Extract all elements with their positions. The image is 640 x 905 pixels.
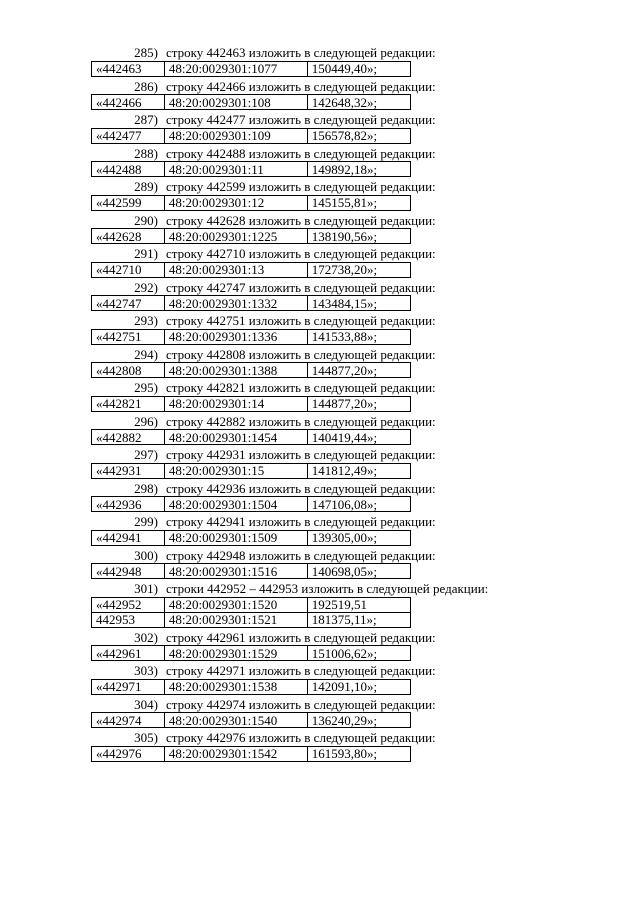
amendment-heading (0, 177, 640, 195)
amendment-table (91, 712, 411, 728)
item-number: 301) (134, 581, 158, 596)
amendment-heading (0, 278, 640, 296)
amendment-heading (0, 695, 640, 713)
cadastral-number-cell: 48:20:0029301:1540 (164, 713, 307, 728)
cadastral-number-cell: 48:20:0029301:1332 (164, 296, 307, 311)
table-row (92, 646, 411, 661)
value-cell: 140419,44»; (307, 430, 410, 445)
amendment-item (0, 77, 640, 111)
table-row (92, 262, 411, 277)
item-instruction: строку 442710 изложить в следующей редакции: (166, 246, 436, 261)
table-row (92, 128, 411, 143)
item-number: 288) (134, 145, 158, 161)
amendment-table (91, 362, 411, 378)
amendment-table (91, 463, 411, 479)
cadastral-number-cell: 48:20:0029301:14 (164, 396, 307, 411)
item-number: 298) (134, 480, 158, 496)
row-code-cell: «442821 (92, 396, 165, 411)
row-code-cell: «442882 (92, 430, 165, 445)
table-row (92, 746, 411, 761)
amendment-heading (0, 628, 640, 646)
row-code-cell: «442747 (92, 296, 165, 311)
value-cell: 144877,20»; (307, 396, 410, 411)
table-row (92, 296, 411, 311)
value-cell: 136240,29»; (307, 713, 410, 728)
item-number: 297) (134, 447, 158, 462)
item-instruction: строку 442941 изложить в следующей редакции: (166, 514, 436, 529)
cadastral-number-cell: 48:20:0029301:1521 (164, 612, 307, 627)
amendment-item (0, 579, 640, 628)
amendment-heading (0, 479, 640, 497)
table-row (92, 430, 411, 445)
amendment-table (91, 195, 411, 211)
row-code-cell: «442948 (92, 564, 165, 579)
cadastral-number-cell: 48:20:0029301:1542 (164, 746, 307, 761)
item-number: 293) (134, 313, 158, 328)
amendment-item (0, 311, 640, 345)
amendment-item (0, 479, 640, 513)
table-row (92, 497, 411, 512)
item-instruction: строку 442599 изложить в следующей редакции: (166, 179, 436, 194)
amendment-table (91, 746, 411, 762)
cadastral-number-cell: 48:20:0029301:12 (164, 195, 307, 210)
item-instruction: строку 442628 изложить в следующей редакции: (166, 212, 436, 228)
cadastral-number-cell: 48:20:0029301:1504 (164, 497, 307, 512)
item-number: 299) (134, 514, 158, 529)
value-cell: 149892,18»; (307, 162, 410, 177)
row-code-cell: «442599 (92, 195, 165, 210)
row-code-cell: «442971 (92, 679, 165, 694)
amendment-heading (0, 144, 640, 162)
amendment-heading (0, 412, 640, 430)
amendment-heading (0, 546, 640, 564)
item-instruction: строку 442488 изложить в следующей редакции: (166, 145, 436, 161)
item-instruction: строку 442747 изложить в следующей редакции: (166, 279, 436, 295)
amendment-table (91, 262, 411, 278)
row-code-cell: «442628 (92, 229, 165, 244)
value-cell: 145155,81»; (307, 195, 410, 210)
cadastral-number-cell: 48:20:0029301:1516 (164, 564, 307, 579)
amendment-item (0, 628, 640, 662)
item-instruction: строку 442976 изложить в следующей редакции: (166, 730, 436, 745)
table-row (92, 95, 411, 110)
cadastral-number-cell: 48:20:0029301:109 (164, 128, 307, 143)
item-number: 287) (134, 112, 158, 127)
table-row (92, 61, 411, 76)
amendment-table (91, 530, 411, 546)
item-instruction: строку 442466 изложить в следующей редакции: (166, 78, 436, 94)
cadastral-number-cell: 48:20:0029301:1454 (164, 430, 307, 445)
amendment-table (91, 645, 411, 661)
table-row (92, 713, 411, 728)
item-number: 302) (134, 629, 158, 645)
amendment-table (91, 597, 411, 628)
amendment-item (0, 144, 640, 178)
value-cell: 139305,00»; (307, 530, 410, 545)
item-number: 291) (134, 246, 158, 261)
item-number: 295) (134, 380, 158, 395)
item-number: 292) (134, 279, 158, 295)
item-instruction: строку 442882 изложить в следующей редакции: (166, 413, 436, 429)
item-instruction: строку 442936 изложить в следующей редакции: (166, 480, 436, 496)
cadastral-number-cell: 48:20:0029301:11 (164, 162, 307, 177)
value-cell: 192519,51 (307, 597, 410, 612)
table-row (92, 463, 411, 478)
item-number: 294) (134, 346, 158, 362)
value-cell: 172738,20»; (307, 262, 410, 277)
cadastral-number-cell: 48:20:0029301:13 (164, 262, 307, 277)
amendment-table (91, 295, 411, 311)
row-code-cell: «442974 (92, 713, 165, 728)
item-number: 303) (134, 663, 158, 678)
cadastral-number-cell: 48:20:0029301:1077 (164, 61, 307, 76)
amendment-heading (0, 661, 640, 679)
item-number: 305) (134, 730, 158, 745)
value-cell: 143484,15»; (307, 296, 410, 311)
item-instruction: строку 442974 изложить в следующей редакции: (166, 696, 436, 712)
value-cell: 151006,62»; (307, 646, 410, 661)
cadastral-number-cell: 48:20:0029301:1520 (164, 597, 307, 612)
cadastral-number-cell: 48:20:0029301:1529 (164, 646, 307, 661)
item-number: 304) (134, 696, 158, 712)
amendment-heading (0, 244, 640, 262)
amendment-table (91, 496, 411, 512)
amendment-table (91, 563, 411, 579)
table-row (92, 396, 411, 411)
table-row (92, 597, 411, 612)
value-cell: 140698,05»; (307, 564, 410, 579)
amendment-heading (0, 728, 640, 746)
row-code-cell: «442931 (92, 463, 165, 478)
value-cell: 142648,32»; (307, 95, 410, 110)
value-cell: 161593,80»; (307, 746, 410, 761)
amendment-item (0, 378, 640, 412)
amendment-heading (0, 43, 640, 61)
row-code-cell: «442477 (92, 128, 165, 143)
amendment-heading (0, 345, 640, 363)
amendment-heading (0, 378, 640, 396)
item-instruction: строку 442971 изложить в следующей редакции: (166, 663, 436, 678)
amendment-heading (0, 311, 640, 329)
item-number: 286) (134, 78, 158, 94)
value-cell: 138190,56»; (307, 229, 410, 244)
amendment-item (0, 445, 640, 479)
value-cell: 156578,82»; (307, 128, 410, 143)
amendment-heading (0, 77, 640, 95)
cadastral-number-cell: 48:20:0029301:1509 (164, 530, 307, 545)
table-row (92, 564, 411, 579)
value-cell: 141812,49»; (307, 463, 410, 478)
value-cell: 144877,20»; (307, 363, 410, 378)
row-code-cell: «442808 (92, 363, 165, 378)
amendment-item (0, 177, 640, 211)
amendment-table (91, 679, 411, 695)
amendment-item (0, 345, 640, 379)
value-cell: 181375,11»; (307, 612, 410, 627)
row-code-cell: «442952 (92, 597, 165, 612)
value-cell: 141533,88»; (307, 329, 410, 344)
cadastral-number-cell: 48:20:0029301:1538 (164, 679, 307, 694)
item-instruction: строки 442952 – 442953 изложить в следующей редакции: (166, 581, 489, 596)
amendment-heading (0, 445, 640, 463)
amendment-table (91, 329, 411, 345)
item-instruction: строку 442961 изложить в следующей редакции: (166, 629, 436, 645)
cadastral-number-cell: 48:20:0029301:1388 (164, 363, 307, 378)
item-number: 285) (134, 45, 158, 60)
table-row (92, 530, 411, 545)
amendment-item (0, 728, 640, 762)
amendment-table (91, 396, 411, 412)
row-code-cell: «442976 (92, 746, 165, 761)
amendment-heading (0, 110, 640, 128)
item-instruction: строку 442463 изложить в следующей редакции: (166, 45, 436, 60)
item-number: 289) (134, 179, 158, 194)
cadastral-number-cell: 48:20:0029301:15 (164, 463, 307, 478)
amendment-table (91, 161, 411, 177)
amendment-item (0, 110, 640, 144)
amendment-table (91, 94, 411, 110)
value-cell: 142091,10»; (307, 679, 410, 694)
item-instruction: строку 442948 изложить в следующей редакции: (166, 547, 436, 563)
amendment-item (0, 412, 640, 446)
value-cell: 147106,08»; (307, 497, 410, 512)
cadastral-number-cell: 48:20:0029301:108 (164, 95, 307, 110)
amendment-item (0, 695, 640, 729)
table-row (92, 195, 411, 210)
table-row (92, 363, 411, 378)
item-instruction: строку 442751 изложить в следующей редакции: (166, 313, 436, 328)
amendment-item (0, 244, 640, 278)
amendment-table (91, 429, 411, 445)
row-code-cell: «442710 (92, 262, 165, 277)
row-code-cell: «442463 (92, 61, 165, 76)
item-instruction: строку 442808 изложить в следующей редакции: (166, 346, 436, 362)
item-instruction: строку 442931 изложить в следующей редакции: (166, 447, 436, 462)
amendment-item (0, 43, 640, 77)
item-number: 290) (134, 212, 158, 228)
table-row (92, 229, 411, 244)
amendment-table (91, 228, 411, 244)
table-row (92, 162, 411, 177)
item-number: 296) (134, 413, 158, 429)
table-row (92, 329, 411, 344)
row-code-cell: «442961 (92, 646, 165, 661)
row-code-cell: «442466 (92, 95, 165, 110)
document-body (0, 43, 640, 762)
value-cell: 150449,40»; (307, 61, 410, 76)
amendment-heading (0, 579, 640, 597)
amendment-heading (0, 211, 640, 229)
amendment-heading (0, 512, 640, 530)
amendment-item (0, 661, 640, 695)
item-instruction: строку 442477 изложить в следующей редакции: (166, 112, 436, 127)
amendment-item (0, 278, 640, 312)
row-code-cell: «442936 (92, 497, 165, 512)
row-code-cell: «442941 (92, 530, 165, 545)
row-code-cell: 442953 (92, 612, 165, 627)
cadastral-number-cell: 48:20:0029301:1336 (164, 329, 307, 344)
amendment-table (91, 61, 411, 77)
amendment-item (0, 512, 640, 546)
cadastral-number-cell: 48:20:0029301:1225 (164, 229, 307, 244)
table-row (92, 679, 411, 694)
amendment-item (0, 211, 640, 245)
amendment-item (0, 546, 640, 580)
row-code-cell: «442488 (92, 162, 165, 177)
item-number: 300) (134, 547, 158, 563)
item-instruction: строку 442821 изложить в следующей редакции: (166, 380, 436, 395)
row-code-cell: «442751 (92, 329, 165, 344)
amendment-table (91, 128, 411, 144)
table-row (92, 612, 411, 627)
